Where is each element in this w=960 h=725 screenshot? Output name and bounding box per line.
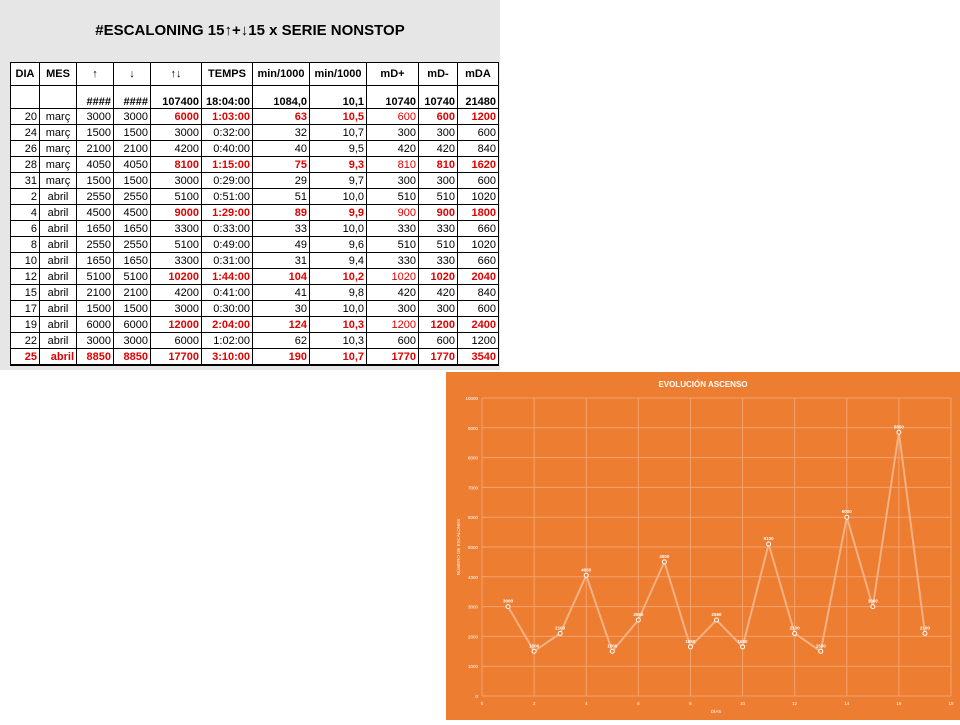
table-cell[interactable]: abril — [40, 253, 77, 269]
table-cell[interactable]: 1770 — [367, 349, 419, 366]
y-tick-label: 4000 — [467, 574, 478, 580]
table-row — [11, 205, 499, 221]
table-cell[interactable]: 10,3 — [310, 333, 367, 349]
total-cell[interactable]: 10740 — [419, 86, 458, 109]
total-cell[interactable]: 18:04:00 — [202, 86, 253, 109]
table-row — [11, 301, 499, 317]
data-label: 3000 — [867, 598, 878, 604]
y-tick-label: 5000 — [467, 545, 478, 550]
table-cell[interactable]: 2550 — [114, 237, 151, 253]
total-cell[interactable]: 10740 — [367, 86, 419, 109]
table-cell[interactable]: 1:29:00 — [202, 205, 253, 221]
table-cell[interactable]: 1650 — [114, 221, 151, 237]
table-cell[interactable]: 510 — [419, 237, 458, 253]
table-cell[interactable]: 510 — [367, 237, 419, 253]
column-header[interactable]: mDA — [458, 63, 499, 86]
table-cell[interactable]: 0:29:00 — [202, 173, 253, 189]
table-cell[interactable]: 2100 — [77, 285, 114, 301]
table-cell[interactable]: 1650 — [77, 253, 114, 269]
table-cell[interactable]: abril — [40, 189, 77, 205]
table-cell[interactable]: abril — [40, 221, 77, 237]
data-point — [688, 645, 692, 649]
data-label: 1650 — [737, 638, 748, 644]
table-cell[interactable]: 0:41:00 — [202, 285, 253, 301]
table-cell[interactable]: 8850 — [77, 349, 114, 366]
y-tick-label: 8000 — [467, 455, 478, 461]
table-cell[interactable]: 51 — [253, 189, 310, 205]
table-cell[interactable]: 6000 — [114, 317, 151, 333]
table-row — [11, 157, 499, 173]
table-cell[interactable]: 63 — [253, 109, 310, 125]
x-tick-label: 12 — [792, 701, 798, 706]
data-label: 3000 — [503, 598, 514, 604]
table-cell[interactable]: 2:04:00 — [202, 317, 253, 333]
table-cell[interactable]: 1500 — [77, 173, 114, 189]
table-row — [11, 269, 499, 285]
table-cell[interactable]: 2100 — [114, 141, 151, 157]
table-cell[interactable]: 1200 — [419, 317, 458, 333]
table-cell[interactable]: 1200 — [458, 109, 499, 125]
data-point — [845, 515, 849, 519]
data-point — [897, 430, 901, 434]
y-tick-label: 10000 — [465, 396, 478, 401]
table-cell[interactable]: 1800 — [458, 205, 499, 221]
table-cell[interactable]: 600 — [419, 109, 458, 125]
data-label: 2100 — [789, 625, 800, 631]
table-row — [11, 221, 499, 237]
table-cell[interactable]: 600 — [367, 333, 419, 349]
table-cell[interactable]: 49 — [253, 237, 310, 253]
table-cell[interactable]: 1650 — [77, 221, 114, 237]
data-label: 2550 — [711, 612, 722, 618]
table-cell[interactable]: 2 — [11, 189, 40, 205]
table-cell[interactable]: 1020 — [458, 189, 499, 205]
data-label: 2100 — [919, 625, 930, 631]
table-cell[interactable]: 8100 — [151, 157, 202, 173]
total-cell[interactable]: 1084,0 — [253, 86, 310, 109]
x-tick-label: 6 — [637, 701, 640, 706]
table-cell[interactable]: 420 — [419, 141, 458, 157]
column-header[interactable]: ↑ — [77, 63, 114, 86]
table-cell[interactable]: 2100 — [77, 141, 114, 157]
table-cell[interactable]: 20 — [11, 109, 40, 125]
data-label: 4500 — [659, 553, 670, 559]
table-cell[interactable]: 31 — [11, 173, 40, 189]
total-cell[interactable]: #### — [77, 86, 114, 109]
data-label: 1500 — [529, 643, 540, 649]
table-cell[interactable]: 10,5 — [310, 109, 367, 125]
total-cell[interactable]: 21480 — [458, 86, 499, 109]
table-cell[interactable]: 15 — [11, 285, 40, 301]
table-cell[interactable]: 89 — [253, 205, 310, 221]
column-header[interactable]: mD+ — [367, 63, 419, 86]
table-cell[interactable]: 2400 — [458, 317, 499, 333]
table-cell[interactable]: 9,4 — [310, 253, 367, 269]
data-point — [923, 631, 927, 635]
table-cell[interactable]: 1:15:00 — [202, 157, 253, 173]
table-cell[interactable]: 0:51:00 — [202, 189, 253, 205]
table-cell[interactable]: 5100 — [151, 237, 202, 253]
table-cell[interactable]: 3000 — [77, 333, 114, 349]
table-cell[interactable]: 330 — [419, 253, 458, 269]
data-point — [558, 631, 562, 635]
column-header[interactable]: mD- — [419, 63, 458, 86]
x-axis-label: DÍAS — [710, 709, 722, 714]
table-cell[interactable]: 510 — [419, 189, 458, 205]
table-cell[interactable]: març — [40, 173, 77, 189]
table-row — [11, 349, 499, 366]
table-cell[interactable]: 12000 — [151, 317, 202, 333]
table-cell[interactable]: 900 — [419, 205, 458, 221]
column-header[interactable]: MES — [40, 63, 77, 86]
table-cell[interactable]: 810 — [419, 157, 458, 173]
table-cell[interactable]: 10 — [11, 253, 40, 269]
column-header[interactable]: min/1000 — [253, 63, 310, 86]
table-cell[interactable]: 300 — [367, 173, 419, 189]
table-cell[interactable]: 1500 — [77, 125, 114, 141]
data-point — [715, 618, 719, 622]
table-cell[interactable]: 10,0 — [310, 221, 367, 237]
table-cell[interactable]: 29 — [253, 173, 310, 189]
table-row — [11, 109, 499, 125]
table-cell[interactable]: 660 — [458, 221, 499, 237]
column-header[interactable]: DIA — [11, 63, 40, 86]
data-point — [610, 649, 614, 653]
column-header[interactable]: ↑↓ — [151, 63, 202, 86]
table-cell[interactable]: 124 — [253, 317, 310, 333]
table-cell[interactable]: 660 — [458, 253, 499, 269]
table-cell[interactable]: 600 — [367, 109, 419, 125]
table-cell[interactable]: 420 — [419, 285, 458, 301]
table-cell[interactable]: abril — [40, 301, 77, 317]
table-row — [11, 173, 499, 189]
table-cell[interactable]: 3540 — [458, 349, 499, 366]
table-cell[interactable]: 3000 — [151, 173, 202, 189]
table-cell[interactable]: 10,7 — [310, 125, 367, 141]
table-cell[interactable]: 1500 — [114, 125, 151, 141]
table-cell[interactable]: 6000 — [77, 317, 114, 333]
table-cell[interactable]: 33 — [253, 221, 310, 237]
table-cell[interactable]: abril — [40, 285, 77, 301]
table-row — [11, 189, 499, 205]
table-cell[interactable]: 420 — [367, 285, 419, 301]
table-cell[interactable]: abril — [40, 269, 77, 285]
table-cell[interactable]: 75 — [253, 157, 310, 173]
table-cell[interactable]: 41 — [253, 285, 310, 301]
table-cell[interactable]: 1200 — [458, 333, 499, 349]
x-tick-label: 4 — [584, 701, 588, 706]
data-label: 4050 — [581, 567, 592, 573]
table-cell[interactable]: 9,5 — [310, 141, 367, 157]
table-cell[interactable]: abril — [40, 333, 77, 349]
table-cell[interactable]: 10,7 — [310, 349, 367, 366]
data-label: 2100 — [555, 625, 566, 631]
table-cell[interactable]: 600 — [458, 301, 499, 317]
table-cell[interactable]: 2550 — [77, 237, 114, 253]
data-label: 1500 — [607, 643, 618, 649]
table-cell[interactable]: 420 — [367, 141, 419, 157]
table-row — [11, 237, 499, 253]
table-cell[interactable]: 1200 — [367, 317, 419, 333]
data-point — [819, 649, 823, 653]
table-cell[interactable]: 4200 — [151, 285, 202, 301]
table-cell[interactable]: 330 — [419, 221, 458, 237]
table-cell[interactable]: 1500 — [114, 173, 151, 189]
total-cell[interactable]: 10,1 — [310, 86, 367, 109]
y-tick-label: 3000 — [467, 604, 478, 610]
chart-title: EVOLUCIÓN ASCENSO — [658, 380, 748, 389]
table-cell[interactable]: 9,6 — [310, 237, 367, 253]
table-row — [11, 141, 499, 157]
y-tick-label: 2000 — [467, 634, 478, 640]
table-cell[interactable]: 600 — [458, 173, 499, 189]
table-cell[interactable]: març — [40, 125, 77, 141]
table-cell[interactable]: 300 — [419, 301, 458, 317]
table-cell[interactable]: 8 — [11, 237, 40, 253]
table-row — [11, 253, 499, 269]
data-label: 5100 — [763, 536, 774, 542]
table-cell[interactable]: 1620 — [458, 157, 499, 173]
table-cell[interactable]: 3000 — [77, 109, 114, 125]
table-cell[interactable]: 840 — [458, 141, 499, 157]
table-cell[interactable]: 1020 — [367, 269, 419, 285]
data-label: 1650 — [685, 638, 696, 644]
data-point — [793, 631, 797, 635]
table-cell[interactable]: 2100 — [114, 285, 151, 301]
table-cell[interactable]: 0:40:00 — [202, 141, 253, 157]
table-cell[interactable]: 8850 — [114, 349, 151, 366]
total-cell[interactable] — [11, 86, 40, 109]
table-row — [11, 333, 499, 349]
table-cell[interactable]: 26 — [11, 141, 40, 157]
table-cell[interactable]: 10,0 — [310, 189, 367, 205]
header-row — [11, 63, 499, 86]
data-label: 8850 — [893, 424, 904, 430]
x-tick-label: 18 — [948, 701, 954, 706]
data-point — [662, 560, 666, 564]
table-cell[interactable]: 28 — [11, 157, 40, 173]
line-chart — [446, 372, 960, 720]
table-cell[interactable]: 0:49:00 — [202, 237, 253, 253]
table-cell[interactable]: 300 — [419, 173, 458, 189]
table-cell[interactable]: 810 — [367, 157, 419, 173]
table-cell[interactable]: 3000 — [151, 125, 202, 141]
column-header[interactable]: ↓ — [114, 63, 151, 86]
table-cell[interactable]: 3300 — [151, 221, 202, 237]
table-row — [11, 125, 499, 141]
table-cell[interactable]: 1:44:00 — [202, 269, 253, 285]
table-cell[interactable]: abril — [40, 317, 77, 333]
table-cell[interactable]: 3000 — [114, 109, 151, 125]
x-tick-label: 14 — [844, 701, 850, 706]
sheet-title: #ESCALONING 15↑+↓15 x SERIE NONSTOP — [0, 0, 500, 62]
table-cell[interactable]: 5100 — [77, 269, 114, 285]
table-cell[interactable]: 10,2 — [310, 269, 367, 285]
table-cell[interactable]: 4500 — [114, 205, 151, 221]
data-point — [741, 645, 745, 649]
table-cell[interactable]: 2550 — [114, 189, 151, 205]
table-cell[interactable]: 9000 — [151, 205, 202, 221]
table-cell[interactable]: 22 — [11, 333, 40, 349]
x-tick-label: 16 — [896, 701, 902, 706]
total-cell[interactable]: #### — [114, 86, 151, 109]
table-cell[interactable]: 10,0 — [310, 301, 367, 317]
table-cell[interactable]: 190 — [253, 349, 310, 366]
table-cell[interactable]: 9,3 — [310, 157, 367, 173]
table-cell[interactable]: 0:30:00 — [202, 301, 253, 317]
data-point — [532, 649, 536, 653]
table-cell[interactable]: 300 — [419, 125, 458, 141]
table-cell[interactable]: 32 — [253, 125, 310, 141]
data-label: 6000 — [841, 509, 852, 515]
table-cell[interactable]: 25 — [11, 349, 40, 366]
y-tick-label: 1000 — [467, 664, 478, 670]
table-cell[interactable]: 3000 — [114, 333, 151, 349]
y-tick-label: 0 — [475, 694, 478, 699]
x-tick-label: 10 — [740, 701, 746, 706]
data-table — [10, 62, 499, 366]
table-cell[interactable]: 510 — [367, 189, 419, 205]
table-cell[interactable]: 17 — [11, 301, 40, 317]
x-tick-label: 2 — [532, 701, 536, 706]
table-cell[interactable]: 330 — [367, 221, 419, 237]
table-cell[interactable]: 1020 — [458, 237, 499, 253]
table-cell[interactable]: 1650 — [114, 253, 151, 269]
table-cell[interactable]: 330 — [367, 253, 419, 269]
table-cell[interactable]: 9,9 — [310, 205, 367, 221]
table-cell[interactable]: 9,7 — [310, 173, 367, 189]
table-cell[interactable]: 3300 — [151, 253, 202, 269]
table-cell[interactable]: 1500 — [77, 301, 114, 317]
table-row — [11, 317, 499, 333]
table-cell[interactable]: 1:02:00 — [202, 333, 253, 349]
table-cell[interactable]: 12 — [11, 269, 40, 285]
table-cell[interactable]: 2550 — [77, 189, 114, 205]
table-cell[interactable]: 3000 — [151, 301, 202, 317]
table-cell[interactable]: 1770 — [419, 349, 458, 366]
table-cell[interactable]: 1020 — [419, 269, 458, 285]
table-cell[interactable]: 31 — [253, 253, 310, 269]
table-cell[interactable]: 900 — [367, 205, 419, 221]
y-tick-label: 6000 — [467, 515, 478, 521]
table-cell[interactable]: 4200 — [151, 141, 202, 157]
total-cell[interactable]: 107400 — [151, 86, 202, 109]
table-cell[interactable]: 19 — [11, 317, 40, 333]
table-cell[interactable]: 600 — [419, 333, 458, 349]
y-tick-label: 7000 — [467, 485, 478, 491]
table-row — [11, 285, 499, 301]
table-cell[interactable]: 10,3 — [310, 317, 367, 333]
table-cell[interactable]: 0:32:00 — [202, 125, 253, 141]
table-cell[interactable]: 104 — [253, 269, 310, 285]
table-cell[interactable]: 10200 — [151, 269, 202, 285]
chart-panel — [446, 372, 960, 720]
totals-row — [11, 86, 499, 109]
data-point — [506, 605, 510, 609]
table-cell[interactable]: 840 — [458, 285, 499, 301]
table-cell[interactable]: 6 — [11, 221, 40, 237]
table-cell[interactable]: 30 — [253, 301, 310, 317]
table-cell[interactable]: 1:03:00 — [202, 109, 253, 125]
table-cell[interactable]: 24 — [11, 125, 40, 141]
table-cell[interactable]: març — [40, 109, 77, 125]
data-point — [636, 618, 640, 622]
total-cell[interactable] — [40, 86, 77, 109]
y-tick-label: 9000 — [467, 425, 478, 431]
table-cell[interactable]: 5100 — [114, 269, 151, 285]
data-point — [584, 573, 588, 577]
table-cell[interactable]: 62 — [253, 333, 310, 349]
table-cell[interactable]: 6000 — [151, 333, 202, 349]
table-cell[interactable]: 4050 — [114, 157, 151, 173]
table-cell[interactable]: 17700 — [151, 349, 202, 366]
table-cell[interactable]: 600 — [458, 125, 499, 141]
column-header[interactable]: min/1000 — [310, 63, 367, 86]
table-cell[interactable]: abril — [40, 237, 77, 253]
table-cell[interactable]: 0:31:00 — [202, 253, 253, 269]
table-cell[interactable]: 2040 — [458, 269, 499, 285]
table-cell[interactable]: 5100 — [151, 189, 202, 205]
data-point — [871, 605, 875, 609]
table-cell[interactable]: 300 — [367, 301, 419, 317]
table-cell[interactable]: abril — [40, 349, 77, 366]
table-cell[interactable]: març — [40, 157, 77, 173]
table-cell[interactable]: 40 — [253, 141, 310, 157]
table-cell[interactable]: 3:10:00 — [202, 349, 253, 366]
table-cell[interactable]: 300 — [367, 125, 419, 141]
table-cell[interactable]: abril — [40, 205, 77, 221]
table-cell[interactable]: 0:33:00 — [202, 221, 253, 237]
x-tick-label: 0 — [480, 701, 484, 706]
table-cell[interactable]: 9,8 — [310, 285, 367, 301]
table-cell[interactable]: 4 — [11, 205, 40, 221]
table-cell[interactable]: març — [40, 141, 77, 157]
data-label: 2550 — [633, 612, 644, 618]
spreadsheet-panel — [0, 0, 500, 370]
data-label: 1500 — [815, 643, 826, 649]
column-header[interactable]: TEMPS — [202, 63, 253, 86]
table-cell[interactable]: 6000 — [151, 109, 202, 125]
table-cell[interactable]: 4050 — [77, 157, 114, 173]
x-tick-label: 8 — [689, 701, 692, 706]
data-point — [767, 542, 771, 546]
table-cell[interactable]: 1500 — [114, 301, 151, 317]
y-axis-label: NÚMERO DE ESCALONES — [456, 518, 461, 576]
table-cell[interactable]: 4500 — [77, 205, 114, 221]
